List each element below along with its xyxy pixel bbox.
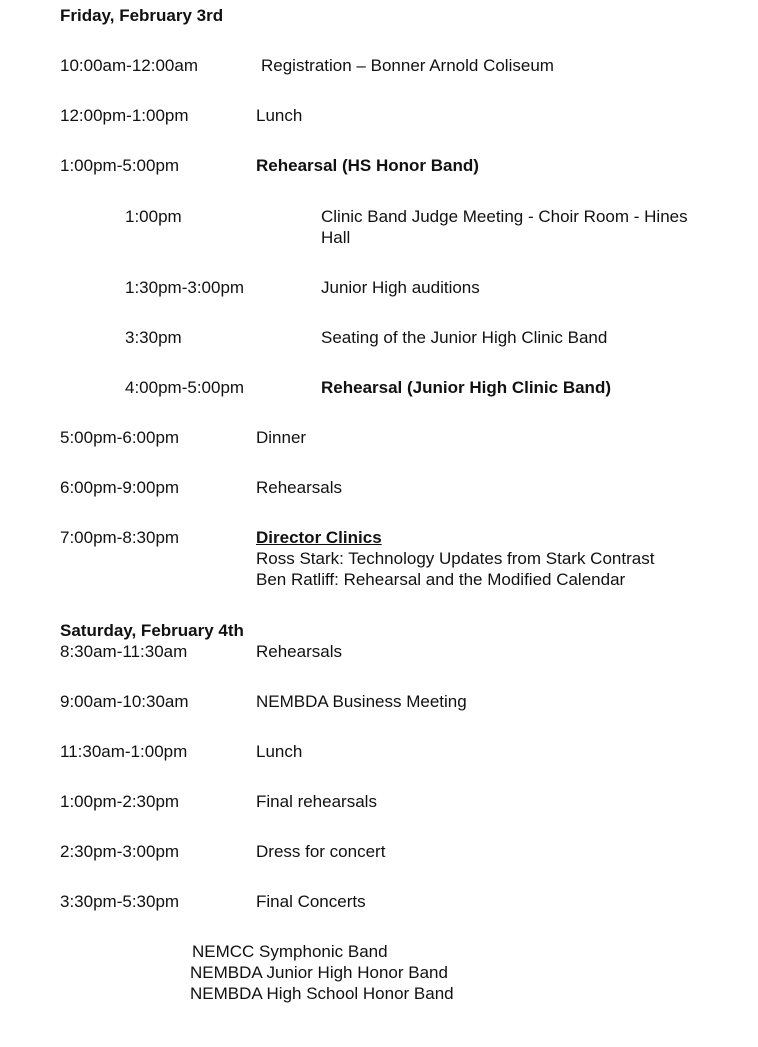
saturday-heading: Saturday, February 4th (60, 621, 244, 640)
concert-band: NEMBDA High School Honor Band (190, 984, 454, 1003)
row-time: 2:30pm-3:00pm (60, 842, 180, 861)
row-time: 11:30am-1:00pm (60, 742, 188, 761)
row-time: 1:00pm-2:30pm (60, 792, 180, 811)
clinics-title: Director Clinics (256, 528, 382, 547)
sub-row-time: 3:30pm (125, 328, 182, 347)
row-time: 12:00pm-1:00pm (60, 106, 189, 125)
row-event: Lunch (256, 106, 303, 125)
row-time: 5:00pm-6:00pm (60, 428, 180, 447)
sub-row-time: 4:00pm-5:00pm (125, 378, 245, 397)
row-time: 10:00am-12:00am (60, 56, 198, 75)
clinic-line: Ben Ratliff: Rehearsal and the Modified Calendar (256, 570, 626, 589)
sub-row-event: Clinic Band Judge Meeting - Choir Room - Hines Hall (321, 207, 688, 247)
row-event-hs-rehearsal: Rehearsal (HS Honor Band) (256, 156, 479, 175)
row-event: Rehearsals (256, 478, 342, 497)
row-event: NEMBDA Business Meeting (256, 692, 467, 711)
row-event: Lunch (256, 742, 303, 761)
row-event: Registration – Bonner Arnold Coliseum (261, 56, 554, 75)
clinics-time: 7:00pm-8:30pm (60, 528, 180, 547)
sub-row-event: Junior High auditions (321, 278, 480, 297)
clinic-line: Ross Stark: Technology Updates from Stark Contrast (256, 549, 655, 568)
row-time: 8:30am-11:30am (60, 642, 188, 661)
row-time: 9:00am-10:30am (60, 692, 189, 711)
sub-row-time: 1:30pm-3:00pm (125, 278, 245, 297)
friday-heading: Friday, February 3rd (60, 6, 224, 25)
row-event: Dinner (256, 428, 307, 447)
sub-row-time: 1:00pm (125, 207, 182, 226)
row-event: Dress for concert (256, 842, 386, 861)
row-event: Rehearsals (256, 642, 342, 661)
row-event: Final rehearsals (256, 792, 377, 811)
row-event: Final Concerts (256, 892, 366, 911)
sub-row-event: Seating of the Junior High Clinic Band (321, 328, 608, 347)
concert-band: NEMCC Symphonic Band (192, 942, 388, 961)
row-time: 6:00pm-9:00pm (60, 478, 180, 497)
concert-band: NEMBDA Junior High Honor Band (190, 963, 448, 982)
sub-row-event-jh-rehearsal: Rehearsal (Junior High Clinic Band) (321, 378, 611, 397)
row-time: 3:30pm-5:30pm (60, 892, 180, 911)
row-time: 1:00pm-5:00pm (60, 156, 180, 175)
